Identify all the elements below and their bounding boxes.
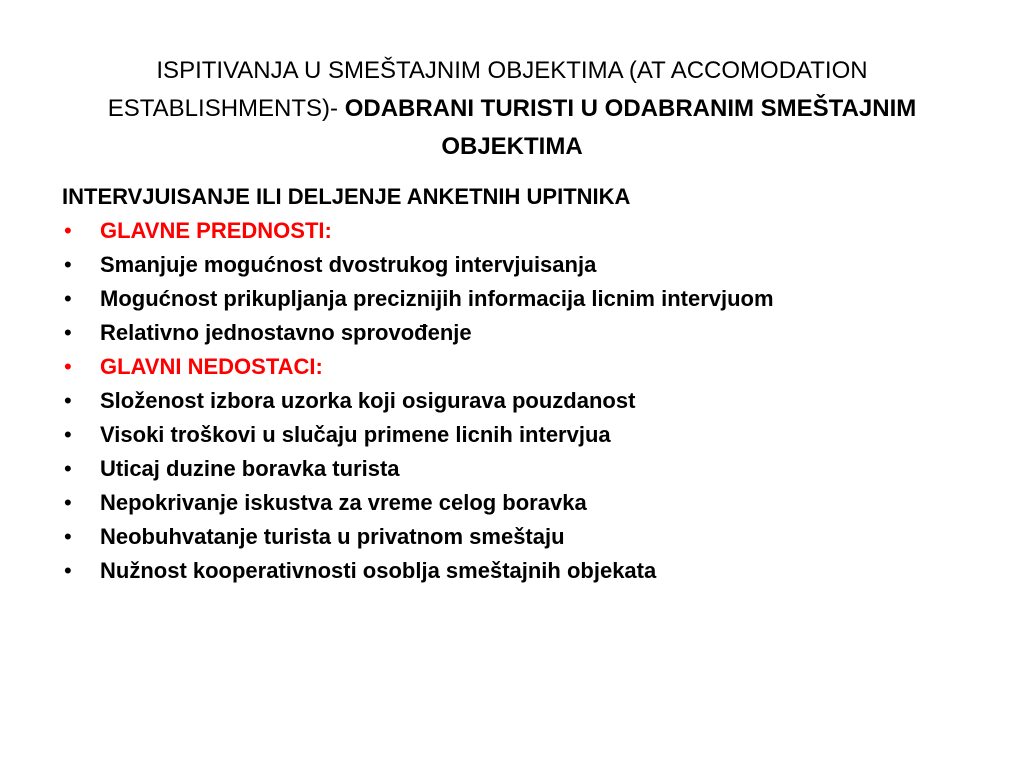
- slide-title-bold: ODABRANI TURISTI U ODABRANIM SMEŠTAJNIM OBJEKTIMA: [344, 95, 917, 160]
- bullet-item: [62, 554, 962, 588]
- bullet-item: [62, 350, 962, 384]
- bullet-item: [62, 282, 962, 316]
- bullet-text: GLAVNE PREDNOSTI:: [100, 218, 332, 243]
- bullet-icon: •: [64, 490, 72, 515]
- bullet-item: [62, 520, 962, 554]
- bullet-icon: •: [64, 388, 72, 413]
- bullet-icon: •: [64, 218, 72, 243]
- bullet-text: Nepokrivanje iskustva za vreme celog boravka: [100, 490, 587, 515]
- slide-body: [62, 180, 962, 588]
- bullet-icon: •: [64, 524, 72, 549]
- slide-title: [40, 52, 984, 166]
- bullet-item: [62, 214, 962, 248]
- bullet-icon: •: [64, 354, 72, 379]
- bullet-text: Mogućnost prikupljanja preciznijih informacija licnim intervjuom: [100, 286, 774, 311]
- bullet-item: [62, 384, 962, 418]
- bullet-list: [62, 214, 962, 588]
- bullet-text: Složenost izbora uzorka koji osigurava pouzdanost: [100, 388, 636, 413]
- bullet-text: Visoki troškovi u slučaju primene licnih intervjua: [100, 422, 611, 447]
- bullet-icon: •: [64, 422, 72, 447]
- bullet-icon: •: [64, 320, 72, 345]
- bullet-icon: •: [64, 456, 72, 481]
- bullet-item: [62, 316, 962, 350]
- bullet-text: Smanjuje mogućnost dvostrukog intervjuisanja: [100, 252, 597, 277]
- bullet-icon: •: [64, 558, 72, 583]
- bullet-text: Relativno jednostavno sprovođenje: [100, 320, 472, 345]
- section-heading: INTERVJUISANJE ILI DELJENJE ANKETNIH UPITNIKA: [62, 184, 631, 209]
- slide-title-normal: ISPITIVANJA U SMEŠTAJNIM OBJEKTIMA (AT ACCOMODATION ESTABLISHMENTS)-: [107, 57, 868, 122]
- bullet-text: Uticaj duzine boravka turista: [100, 456, 400, 481]
- bullet-item: [62, 486, 962, 520]
- bullet-text: Nužnost kooperativnosti osoblja smeštajnih objekata: [100, 558, 657, 583]
- bullet-text: GLAVNI NEDOSTACI:: [100, 354, 323, 379]
- bullet-icon: •: [64, 252, 72, 277]
- bullet-icon: •: [64, 286, 72, 311]
- bullet-text: Neobuhvatanje turista u privatnom smeštaju: [100, 524, 565, 549]
- bullet-item: [62, 452, 962, 486]
- bullet-item: [62, 248, 962, 282]
- bullet-item: [62, 418, 962, 452]
